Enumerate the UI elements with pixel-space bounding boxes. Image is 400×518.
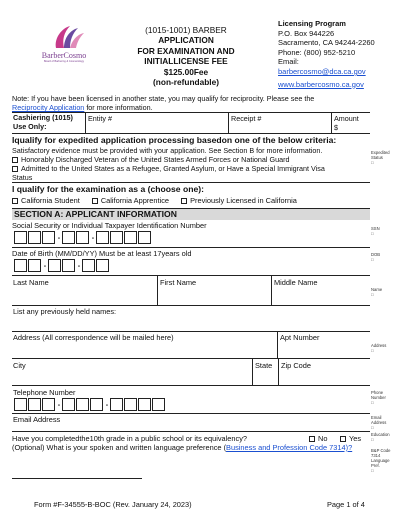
refugee-label: Admitted to the United States as a Refugee, Granted Asylum, or Have a Special Immigrant Visa — [21, 164, 325, 173]
veteran-label: Honorably Discharged Veteran of the United States Armed Forces or National Guard — [21, 155, 290, 164]
expedited-heading: Iqualify for expedited application processing basedon one of the below criteria: — [12, 135, 337, 145]
note-text: Note: If you have been licensed in another state, you may qualify for reciprocity. Please see the — [12, 94, 315, 103]
phone-digit[interactable] — [14, 398, 27, 411]
expedited-option-veteran[interactable] — [12, 155, 289, 164]
first-name-field[interactable]: First Name — [160, 278, 197, 287]
previous-names-field[interactable]: List any previously held names: — [13, 307, 117, 316]
expedited-subtext: Satisfactory evidence must be provided with your application. See Section B for more information. — [12, 146, 323, 155]
program-title: Licensing Program — [278, 19, 346, 28]
title-fee: $125.00Fee — [163, 66, 209, 77]
side-label-ssn: SSN □ — [371, 226, 380, 236]
email-label: Email: — [278, 57, 299, 67]
option-previously-licensed[interactable]: Previously Licensed in California — [181, 196, 297, 205]
ssn-label: Social Security or Individual Taxpayer Identification Number — [12, 221, 207, 230]
divider — [157, 275, 158, 305]
language-answer-line[interactable] — [12, 478, 142, 479]
divider — [12, 275, 370, 276]
phone-input[interactable] — [14, 398, 166, 411]
language-question — [12, 443, 370, 452]
address-line-1: P.O. Box 944226 — [278, 28, 335, 38]
student-checkbox[interactable] — [12, 198, 18, 204]
logo-text: BarberCosmo — [41, 51, 87, 60]
dash-separator: - — [105, 400, 109, 409]
dob-digit[interactable] — [82, 259, 95, 272]
phone-digit[interactable] — [42, 398, 55, 411]
ssn-digit[interactable] — [138, 231, 151, 244]
divider — [12, 385, 370, 386]
ssn-digit[interactable] — [62, 231, 75, 244]
zip-code-field[interactable]: Zip Code — [281, 361, 311, 370]
qualify-heading: I qualify for the examination as a (choose one): — [12, 184, 204, 194]
phone-digit[interactable] — [76, 398, 89, 411]
website-link[interactable]: www.barbercosmo.ca.gov — [278, 79, 364, 89]
ssn-digit[interactable] — [96, 231, 109, 244]
email-link[interactable]: barbercosmo@dca.ca.gov — [278, 66, 366, 76]
divider — [12, 358, 370, 359]
refugee-checkbox[interactable] — [12, 166, 18, 172]
address-line-2: Sacramento, CA 94244-2260 — [278, 38, 375, 48]
qualify-options — [12, 196, 297, 205]
dob-input[interactable] — [14, 259, 110, 272]
form-id: Form #F-34555-B-BOC (Rev. January 24, 2023) — [34, 500, 192, 509]
side-label-phone: Phone Number □ — [371, 390, 386, 405]
note-text-after: for more information. — [86, 103, 153, 112]
amount-field: Amount — [334, 114, 359, 123]
ssn-input[interactable] — [14, 231, 152, 244]
phone-digit[interactable] — [90, 398, 103, 411]
side-label-expedited: Expedited Status □ — [371, 150, 390, 165]
ssn-digit[interactable] — [76, 231, 89, 244]
apt-number-field[interactable]: Apt Number — [280, 333, 320, 342]
dob-label: Date of Birth (MM/DD/YY) Must be at least 17years old — [12, 249, 192, 258]
title-line-1: (1015-1001) BARBER — [145, 25, 227, 35]
grade-question: Have you completedthe10th grade in a public school or its equivalency? — [12, 434, 248, 443]
phone-digit[interactable] — [124, 398, 137, 411]
page-number: Page 1 of 4 — [327, 500, 365, 509]
expedited-option-refugee[interactable] — [12, 164, 325, 173]
previously-licensed-checkbox[interactable] — [181, 198, 187, 204]
phone-digit[interactable] — [62, 398, 75, 411]
logo-icon — [48, 24, 88, 50]
title-line-2: APPLICATION — [158, 35, 214, 46]
grade-yes-checkbox[interactable] — [340, 436, 346, 442]
logo — [34, 24, 94, 64]
divider — [12, 331, 370, 332]
dash-separator: - — [43, 261, 47, 270]
dob-digit[interactable] — [96, 259, 109, 272]
form-title — [122, 25, 250, 87]
ssn-digit[interactable] — [110, 231, 123, 244]
divider — [278, 358, 279, 385]
reciprocity-note — [12, 94, 372, 112]
ssn-digit[interactable] — [28, 231, 41, 244]
divider — [12, 247, 370, 248]
phone-digit[interactable] — [110, 398, 123, 411]
divider — [85, 112, 86, 133]
divider — [12, 413, 370, 414]
divider — [271, 275, 272, 305]
address-field[interactable]: Address (All correspondence will be mailed here) — [13, 333, 174, 342]
side-label-language: B&P Code 7314 Language Pref. □ — [371, 448, 391, 473]
side-label-name: Name □ — [371, 287, 383, 297]
side-label-dob: DOB □ — [371, 252, 381, 262]
option-california-apprentice[interactable]: California Apprentice — [92, 196, 169, 205]
divider — [12, 133, 370, 134]
title-line-4: INITIALLICENSE FEE — [144, 56, 228, 67]
phone-label: Telephone Number — [13, 388, 76, 397]
last-name-field[interactable]: Last Name — [13, 278, 49, 287]
title-nonrefundable: (non-refundable) — [153, 77, 219, 88]
contact-block — [278, 19, 398, 89]
city-field[interactable]: City — [13, 361, 26, 370]
entity-field: Entity # — [88, 114, 112, 123]
receipt-field: Receipt # — [231, 114, 262, 123]
side-label-email: Email Address □ — [371, 415, 387, 430]
dash-separator: - — [77, 261, 81, 270]
amount-dollar: $ — [334, 123, 338, 132]
dash-separator: - — [57, 400, 61, 409]
grade-no-option[interactable]: No — [309, 434, 327, 443]
refugee-label-cont: Status — [12, 173, 33, 182]
ssn-digit[interactable] — [14, 231, 27, 244]
language-text: (Optional) What is your spoken and written language preference ( — [12, 443, 227, 452]
ssn-digit[interactable] — [42, 231, 55, 244]
dob-digit[interactable] — [14, 259, 27, 272]
ssn-digit[interactable] — [124, 231, 137, 244]
veteran-checkbox[interactable] — [12, 157, 18, 163]
phone-digit[interactable] — [28, 398, 41, 411]
divider — [277, 331, 278, 358]
phone-line: Phone: (800) 952-5210 — [278, 47, 356, 57]
divider — [12, 431, 370, 432]
logo-tagline: Board of Barbering & Cosmetology — [43, 60, 85, 63]
divider — [331, 112, 332, 133]
cashiering-label: Cashiering (1015) Use Only: — [13, 113, 73, 131]
email-address-field[interactable]: Email Address — [13, 415, 61, 424]
divider — [252, 358, 253, 385]
apprentice-checkbox[interactable] — [92, 198, 98, 204]
dash-separator: - — [57, 233, 61, 242]
dob-digit[interactable] — [62, 259, 75, 272]
reciprocity-link[interactable]: Reciprocity Application — [12, 103, 85, 112]
grade-no-checkbox[interactable] — [309, 436, 315, 442]
side-label-education: Education □ — [371, 432, 390, 442]
phone-digit[interactable] — [152, 398, 165, 411]
option-california-student[interactable]: California Student — [12, 196, 80, 205]
dob-digit[interactable] — [48, 259, 61, 272]
state-field[interactable]: State — [255, 361, 273, 370]
side-label-address: Address □ — [371, 343, 387, 353]
middle-name-field[interactable]: Middle Name — [274, 278, 318, 287]
divider — [228, 112, 229, 133]
bp-code-link[interactable]: Business and Profession Code 7314)? — [226, 443, 353, 452]
divider — [12, 182, 370, 183]
title-line-3: FOR EXAMINATION AND — [137, 45, 235, 56]
dash-separator: - — [91, 233, 95, 242]
divider — [12, 305, 370, 306]
grade-yes-option[interactable]: Yes — [340, 434, 361, 443]
phone-digit[interactable] — [138, 398, 151, 411]
dob-digit[interactable] — [28, 259, 41, 272]
section-a-heading: SECTION A: APPLICANT INFORMATION — [12, 209, 370, 220]
